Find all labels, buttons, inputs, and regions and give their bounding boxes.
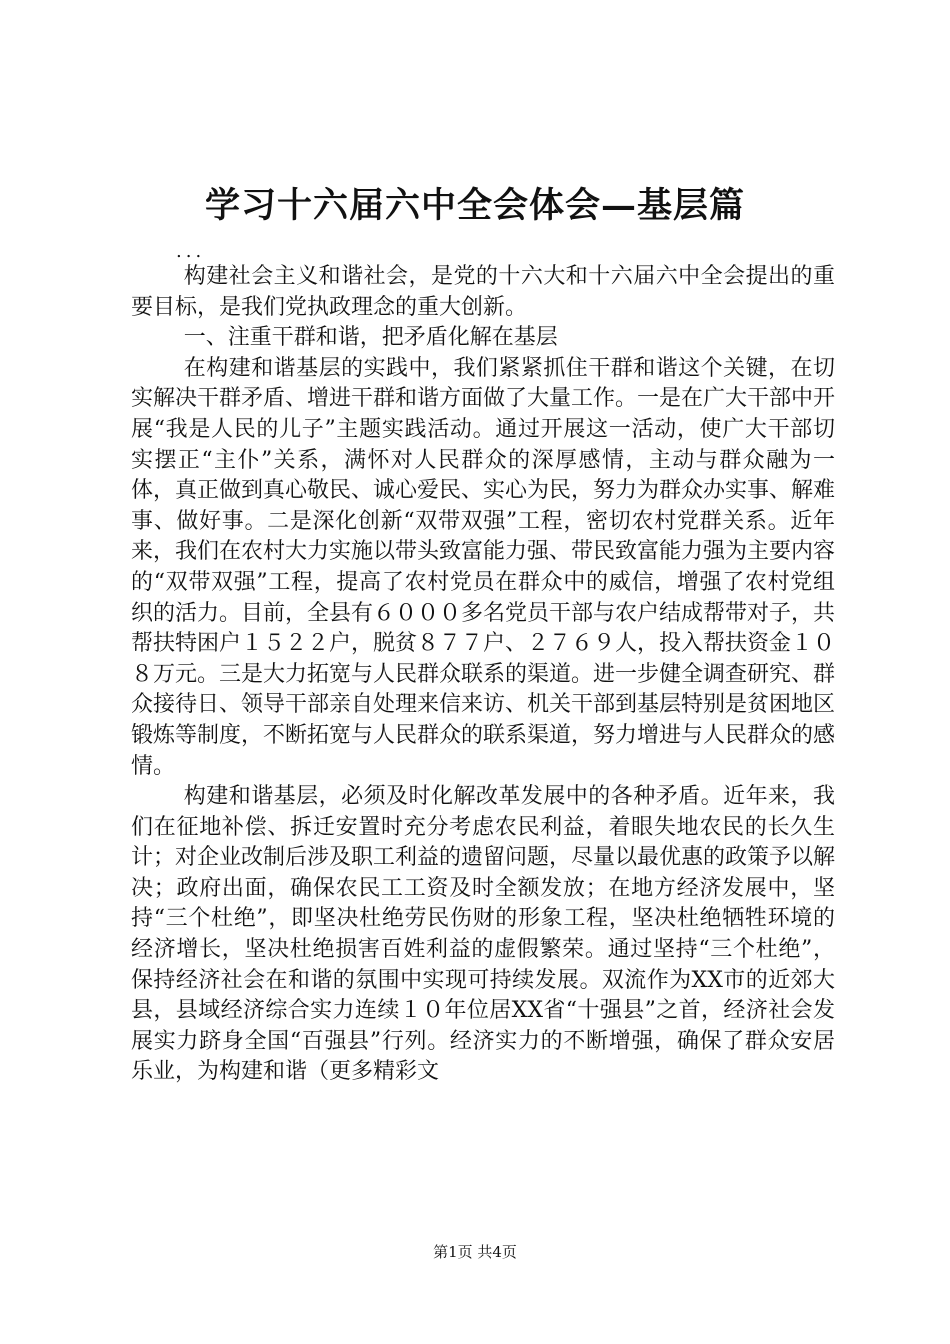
paragraph-body: 在构建和谐基层的实践中，我们紧紧抓住干群和谐这个关键，在切实解决干群矛盾、增进干群和谐方面做了大量工作。一是在广大干部中开展“我是人民的儿子”主题实践活动。通过开展这一活动，使广大干部切实摆正“主仆”关系，满怀对人民群众的深厚感情，主动与群众融为一体，真正做到真心敬民、诚心爱民、实心为民，努力为群众办实事、解难事、做好事。二是深化创新“双带双强”工程，密切农村党群关系。近年来，我们在农村大力实施以带头致富能力强、带民致富能力强为主要内容的“双带双强”工程，提高了农村党员在群众中的威信，增强了农村党组织的活力。目前，全县有６０００多名党员干部与农户结成帮带对子，共帮扶特困户１５２２户，脱贫８７７户、２７６９人，投入帮扶资金１０８万元。三是大力拓宽与人民群众联系的渠道。进一步健全调查研究、群众接待日、领导干部亲自处理来信来访、机关干部到基层特别是贫困地区锻炼等制度，不断拓宽与人民群众的联系渠道，努力增进与人民群众的感情。 [131, 355, 836, 779]
paragraph-body: 构建和谐基层，必须及时化解改革发展中的各种矛盾。近年来，我们在征地补偿、拆迁安置时充分考虑农民利益，着眼失地农民的长久生计；对企业改制后涉及职工利益的遗留问题，尽量以最优惠的政策予以解决；政府出面，确保农民工工资及时全额发放；在地方经济发展中，坚持“三个杜绝”，即坚决杜绝劳民伤财的形象工程，坚决杜绝牺牲环境的经济增长，坚决杜绝损害百姓利益的虚假繁荣。通过坚持“三个杜绝”，保持经济社会在和谐的氛围中实现可持续发展。双流作为XX市的近郊大县，县域经济综合实力连续１０年位居XX省“十强县”之首，经济社会发展实力跻身全国“百强县”行列。经济实力的不断增强，确保了群众安居乐业，为构建和谐（更多精彩文 [131, 784, 836, 1085]
section-heading: 一、注重干群和谐，把矛盾化解在基层 [183, 325, 558, 351]
document-title: 学习十六届六中全会体会—基层篇 [204, 185, 745, 226]
page-footer: 第1页 共4页 [433, 1243, 517, 1261]
document-body [131, 262, 835, 1088]
ellipsis: ... [176, 241, 206, 262]
paragraph-intro: 构建社会主义和谐社会，是党的十六大和十六届六中全会提出的重要目标，是我们党执政理念的重大创新。 [131, 264, 835, 320]
